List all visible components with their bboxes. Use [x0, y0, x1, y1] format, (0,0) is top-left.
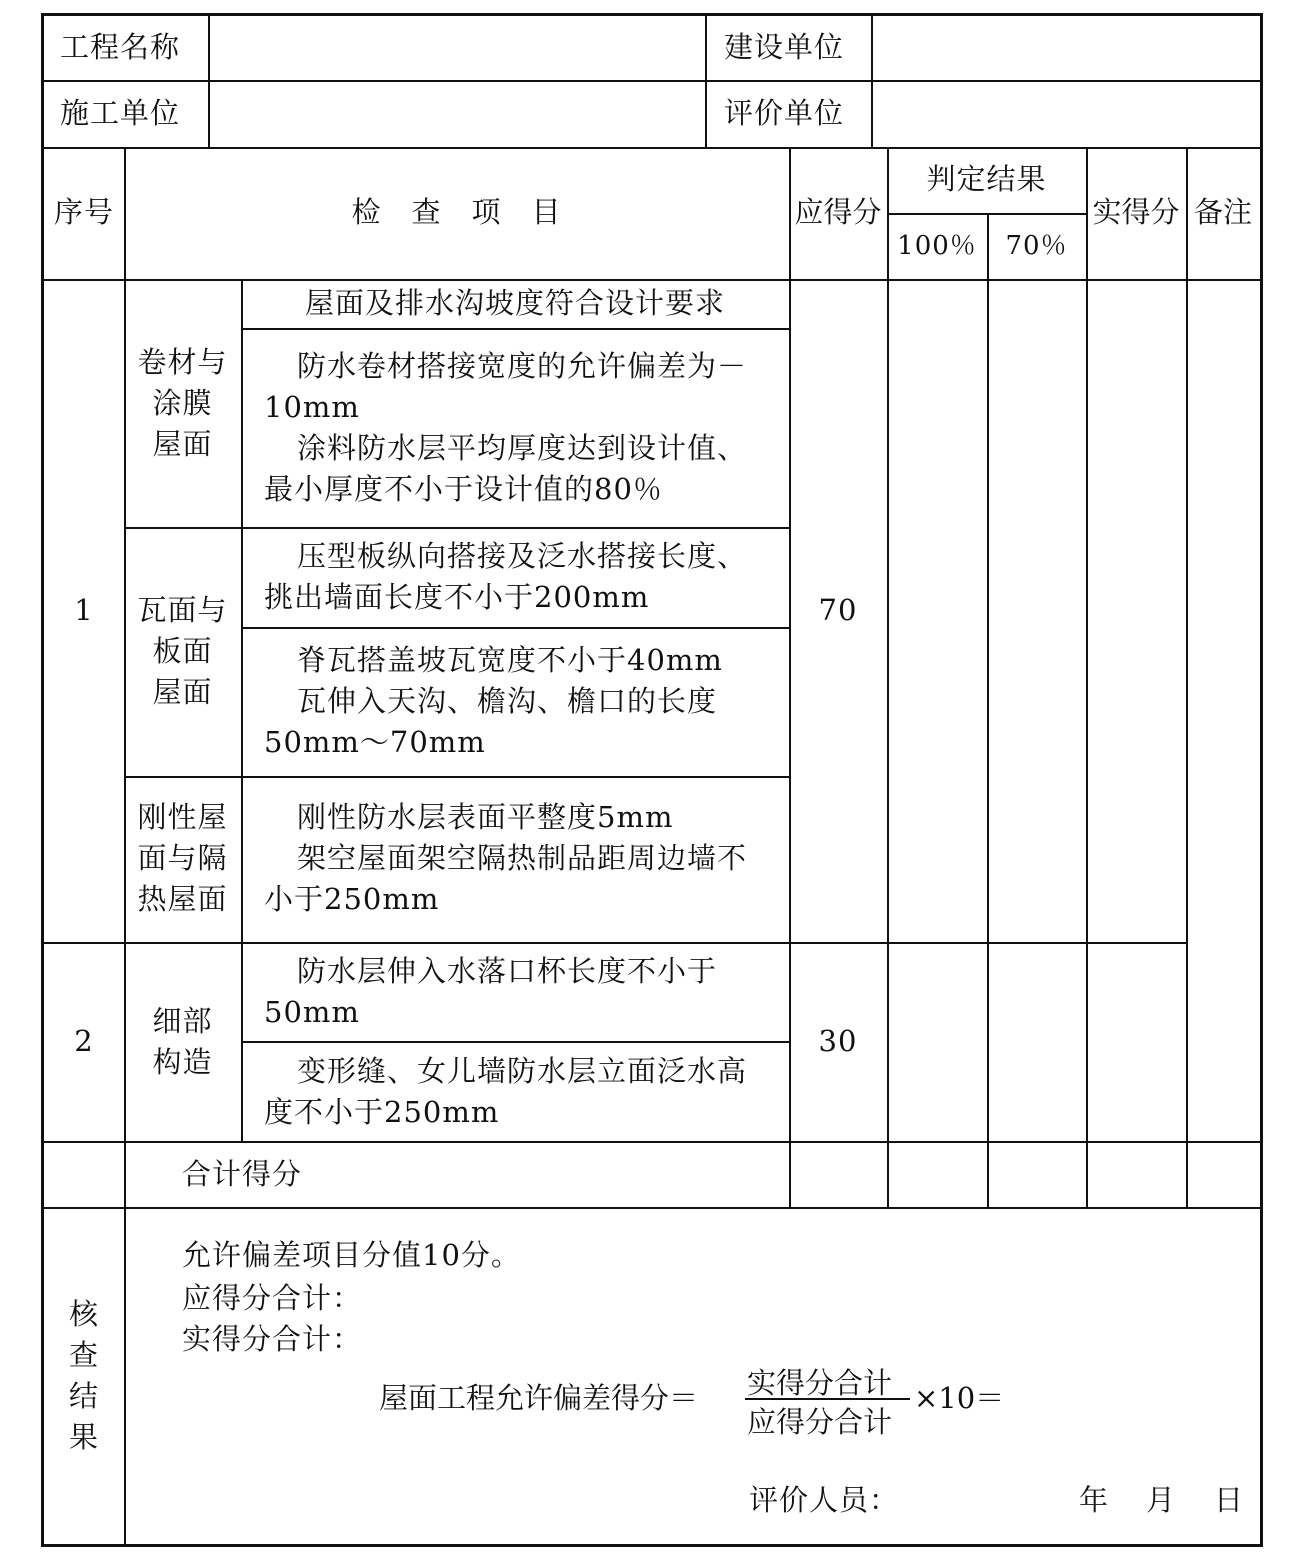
rule-line — [241, 328, 789, 330]
rule-line — [705, 16, 707, 147]
formula-right: ×10＝ — [914, 1381, 1005, 1415]
group2-score: 30 — [818, 1024, 858, 1058]
formula-left: 屋面工程允许偏差得分＝ — [379, 1381, 699, 1415]
builder-label: 建设单位 — [724, 30, 845, 64]
date-day: 日 — [1214, 1483, 1245, 1517]
rule-line — [44, 1207, 1260, 1209]
date-year: 年 — [1079, 1483, 1110, 1517]
cat1-item2-a: 防水卷材搭接宽度的允许偏差为－10mm — [264, 349, 748, 424]
seq-header: 序号 — [53, 195, 114, 229]
rule-line — [887, 147, 889, 1207]
group2-item2: 变形缝、女儿墙防水层立面泛水高度不小于250mm — [264, 1054, 748, 1129]
cat2-item2-a: 脊瓦搭盖坡瓦宽度不小于40mm — [297, 643, 723, 677]
remark-header: 备注 — [1193, 195, 1252, 229]
project-name-label: 工程名称 — [60, 30, 181, 64]
cat1-item2-b: 涂料防水层平均厚度达到设计值、最小厚度不小于设计值的80％ — [264, 431, 748, 506]
rule-line — [241, 279, 243, 1141]
rule-line — [241, 1041, 789, 1043]
review-label: 核 查 结 果 — [68, 1297, 99, 1454]
judgement-header: 判定结果 — [926, 162, 1047, 196]
cat1-item2 — [264, 346, 769, 510]
review-line3: 实得分合计： — [182, 1322, 363, 1356]
cat3-item1-b: 架空屋面架空隔热制品距周边墙不小于250mm — [264, 841, 748, 916]
total-label: 合计得分 — [182, 1157, 303, 1191]
rule-line — [44, 1141, 1260, 1143]
rule-line — [124, 527, 789, 529]
formula-numerator: 实得分合计 — [747, 1366, 893, 1400]
cat2-item1: 压型板纵向搭接及泛水搭接长度、挑出墙面长度不小于200mm — [264, 539, 748, 614]
rule-line — [208, 16, 210, 147]
signer-label: 评价人员： — [749, 1483, 900, 1517]
contractor-label: 施工单位 — [60, 96, 181, 130]
review-line2: 应得分合计： — [182, 1281, 363, 1315]
rule-line — [44, 942, 1186, 944]
rule-line — [871, 16, 873, 147]
cat1-label: 卷材与 涂膜 屋面 — [137, 345, 228, 461]
group2-label: 细部 构造 — [152, 1004, 213, 1079]
evaluator-unit-label: 评价单位 — [724, 96, 845, 130]
formula-denominator: 应得分合计 — [747, 1405, 893, 1439]
rule-line — [44, 147, 1260, 149]
rule-line — [1086, 147, 1088, 1207]
cat3-label: 刚性屋 面与隔 热屋面 — [137, 800, 228, 916]
pct100-header: 100％ — [897, 231, 977, 261]
evaluation-form — [41, 13, 1263, 1547]
cat2-item2-b: 瓦伸入天沟、檐沟、檐口的长度50mm～70mm — [264, 684, 718, 759]
due-score-header: 应得分 — [794, 195, 882, 229]
cat2-item2 — [264, 640, 769, 763]
date-month: 月 — [1146, 1483, 1177, 1517]
cat1-item1: 屋面及排水沟坡度符合设计要求 — [304, 286, 725, 320]
review-line1: 允许偏差项目分值10分。 — [182, 1238, 521, 1272]
group2-seq: 2 — [74, 1024, 94, 1058]
cat3-item1 — [264, 797, 769, 920]
group2-item1: 防水层伸入水落口杯长度不小于50mm — [264, 954, 718, 1029]
rule-line — [241, 627, 789, 629]
rule-line — [44, 80, 1260, 82]
pct70-header: 70％ — [1005, 231, 1068, 261]
group1-seq: 1 — [74, 593, 94, 627]
cat3-item1-a: 刚性防水层表面平整度5mm — [297, 800, 674, 834]
rule-line — [987, 213, 989, 1207]
rule-line — [124, 776, 789, 778]
rule-line — [1186, 147, 1188, 1207]
actual-score-header: 实得分 — [1092, 195, 1180, 229]
group1-score: 70 — [818, 593, 858, 627]
item-header: 检 查 项 目 — [351, 195, 562, 229]
rule-line — [44, 279, 1260, 281]
cat2-label: 瓦面与 板面 屋面 — [137, 593, 228, 709]
